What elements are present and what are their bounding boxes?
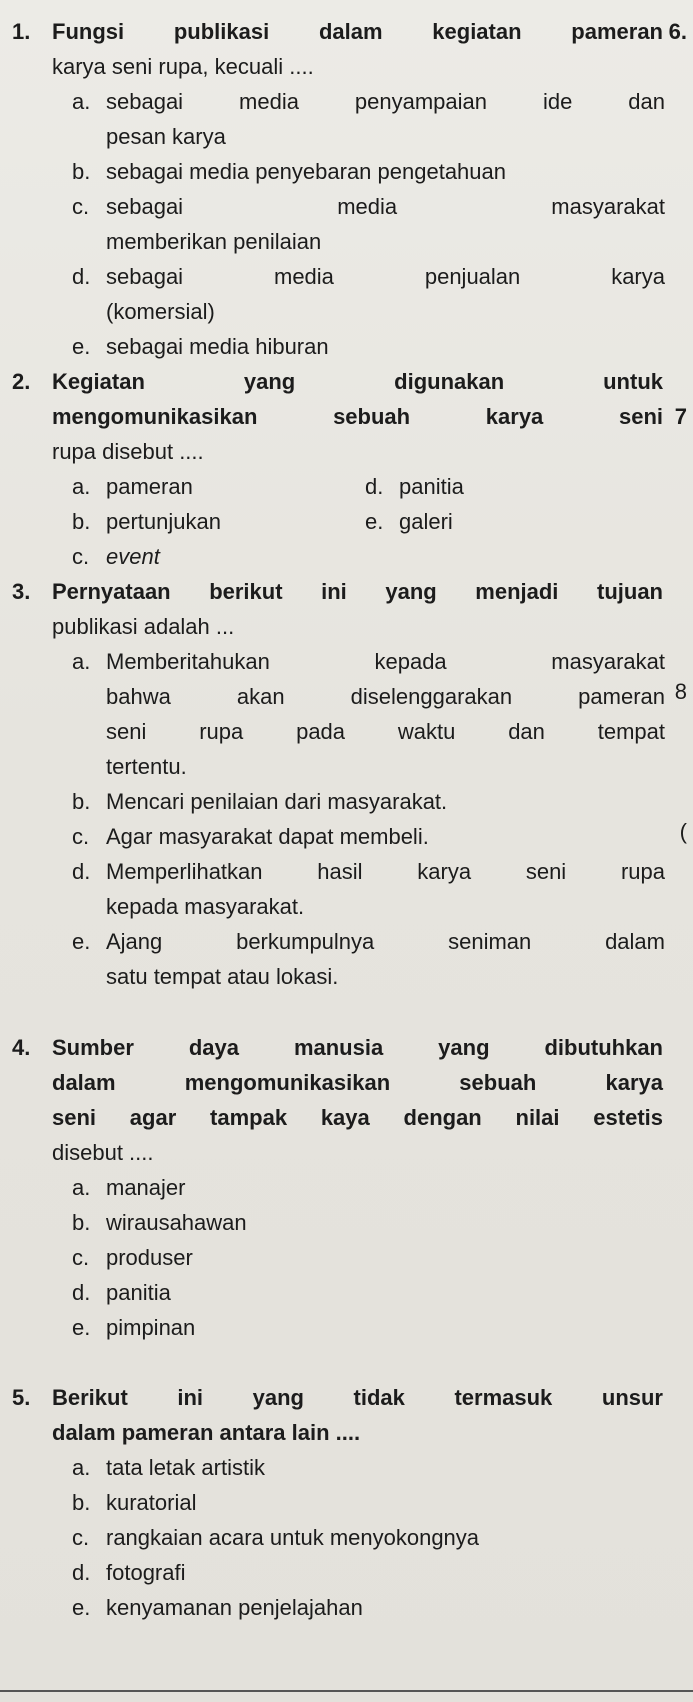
option-list (0, 1170, 693, 1345)
question-line: Kegiatan yang digunakan untuk (52, 369, 663, 394)
option-e (365, 504, 453, 539)
option-line: manajer (106, 1175, 186, 1200)
option-d (72, 259, 665, 329)
edge-mark-7: 7 (674, 404, 687, 429)
option-line: wirausahawan (106, 1210, 247, 1235)
option-a (72, 469, 193, 504)
option-line: Agar masyarakat dapat membeli. (106, 824, 429, 849)
option-row (72, 539, 693, 574)
question-number: 5. (12, 1385, 31, 1410)
option-c (72, 1520, 665, 1555)
option-line: sebagai media penjualan karya (106, 264, 665, 289)
question-4 (0, 1030, 693, 1345)
option-line: Ajang berkumpulnya seniman dalam (106, 929, 665, 954)
option-letter: d. (72, 1280, 91, 1305)
option-line: (komersial) (106, 299, 215, 324)
option-list (0, 84, 693, 364)
option-b (72, 784, 665, 819)
option-line: fotografi (106, 1560, 186, 1585)
option-letter: b. (72, 1210, 91, 1235)
option-line: sebagai media hiburan (106, 334, 329, 359)
option-line: kuratorial (106, 1490, 197, 1515)
question-5 (0, 1380, 693, 1625)
option-e (72, 1310, 665, 1345)
question-number: 1. (12, 19, 31, 44)
option-letter: b. (72, 1490, 91, 1515)
option-a (72, 1450, 665, 1485)
question-line: Sumber daya manusia yang dibutuhkan (52, 1035, 663, 1060)
option-letter: e. (365, 509, 384, 534)
option-line: sebagai media masyarakat (106, 194, 665, 219)
option-c (72, 819, 665, 854)
option-letter: d. (72, 264, 91, 289)
option-list (0, 644, 693, 994)
question-2 (0, 364, 693, 574)
option-b (72, 504, 221, 539)
option-letter: b. (72, 159, 91, 184)
option-b (72, 1485, 665, 1520)
option-a (72, 1170, 665, 1205)
question-text (52, 574, 663, 644)
option-d (72, 854, 665, 924)
option-letter: e. (72, 334, 91, 359)
option-c (72, 1240, 665, 1275)
option-letter: c. (72, 1525, 90, 1550)
question-number: 4. (12, 1035, 31, 1060)
option-c (72, 189, 665, 259)
option-line: Memberitahukan kepada masyarakat (106, 649, 665, 674)
question-text (52, 1030, 663, 1170)
question-line: seni agar tampak kaya dengan nilai estetis (52, 1105, 663, 1130)
option-line: sebagai media penyampaian ide dan (106, 89, 665, 114)
option-letter: b. (72, 789, 91, 814)
question-line: dalam pameran antara lain .... (52, 1420, 361, 1445)
option-letter: e. (72, 1595, 91, 1620)
question-line: Berikut ini yang tidak termasuk unsur (52, 1385, 663, 1410)
option-letter: a. (72, 89, 91, 114)
option-letter: a. (72, 474, 91, 499)
question-1 (0, 14, 693, 364)
option-line: satu tempat atau lokasi. (106, 964, 339, 989)
option-row (72, 504, 693, 539)
option-e (72, 924, 665, 994)
option-letter: e. (72, 929, 91, 954)
option-line: produser (106, 1245, 193, 1270)
option-c (72, 539, 160, 574)
question-number: 2. (12, 369, 31, 394)
option-line: Memperlihatkan hasil karya seni rupa (106, 859, 665, 884)
option-letter: a. (72, 649, 91, 674)
option-text: pertunjukan (106, 509, 221, 534)
option-line: panitia (106, 1280, 171, 1305)
question-number: 3. (12, 579, 31, 604)
option-line: seni rupa pada waktu dan tempat (106, 719, 665, 744)
option-line: memberikan penilaian (106, 229, 322, 254)
question-line: publikasi adalah ... (52, 614, 235, 639)
option-line: kenyamanan penjelajahan (106, 1595, 363, 1620)
option-line: pimpinan (106, 1315, 196, 1340)
option-letter: d. (72, 859, 91, 884)
option-line: pesan karya (106, 124, 226, 149)
option-letter: c. (72, 194, 90, 219)
option-line: tertentu. (106, 754, 187, 779)
question-text (52, 364, 663, 469)
option-letter: d. (365, 474, 384, 499)
page-bottom-rule (0, 1690, 693, 1692)
question-line: Pernyataan berikut ini yang menjadi tujuan (52, 579, 663, 604)
option-list (0, 1450, 693, 1625)
question-line: karya seni rupa, kecuali .... (52, 54, 314, 79)
option-line: bahwa akan diselenggarakan pameran (106, 684, 665, 709)
question-line: Fungsi publikasi dalam kegiatan pameran (52, 19, 663, 44)
edge-mark-6: 6. (668, 19, 687, 44)
option-line: rangkaian acara untuk menyokongnya (106, 1525, 480, 1550)
option-e (72, 329, 665, 364)
question-line: disebut .... (52, 1140, 154, 1165)
option-letter: b. (72, 509, 91, 534)
question-text (52, 14, 663, 84)
option-a (72, 644, 665, 784)
question-3 (0, 574, 693, 994)
option-text: event (106, 544, 160, 569)
option-a (72, 84, 665, 154)
option-line: Mencari penilaian dari masyarakat. (106, 789, 448, 814)
question-text (52, 1380, 663, 1450)
edge-mark-paren: ( (679, 819, 687, 844)
option-d (365, 469, 464, 504)
edge-mark-8: 8 (674, 679, 687, 704)
option-letter: d. (72, 1560, 91, 1585)
option-row (72, 469, 693, 504)
question-line: rupa disebut .... (52, 439, 204, 464)
option-d (72, 1555, 665, 1590)
option-letter: c. (72, 824, 90, 849)
option-text: panitia (399, 474, 464, 499)
option-letter: a. (72, 1175, 91, 1200)
option-d (72, 1275, 665, 1310)
option-b (72, 1205, 665, 1240)
option-letter: a. (72, 1455, 91, 1480)
option-letter: c. (72, 544, 90, 569)
option-e (72, 1590, 665, 1625)
option-line: sebagai media penyebaran pengetahuan (106, 159, 506, 184)
option-text: galeri (399, 509, 453, 534)
option-text: pameran (106, 474, 193, 499)
question-line: dalam mengomunikasikan sebuah karya (52, 1070, 663, 1095)
option-b (72, 154, 665, 189)
option-letter: e. (72, 1315, 91, 1340)
option-line: tata letak artistik (106, 1455, 265, 1480)
option-letter: c. (72, 1245, 90, 1270)
option-line: kepada masyarakat. (106, 894, 305, 919)
question-line: mengomunikasikan sebuah karya seni (52, 404, 663, 429)
